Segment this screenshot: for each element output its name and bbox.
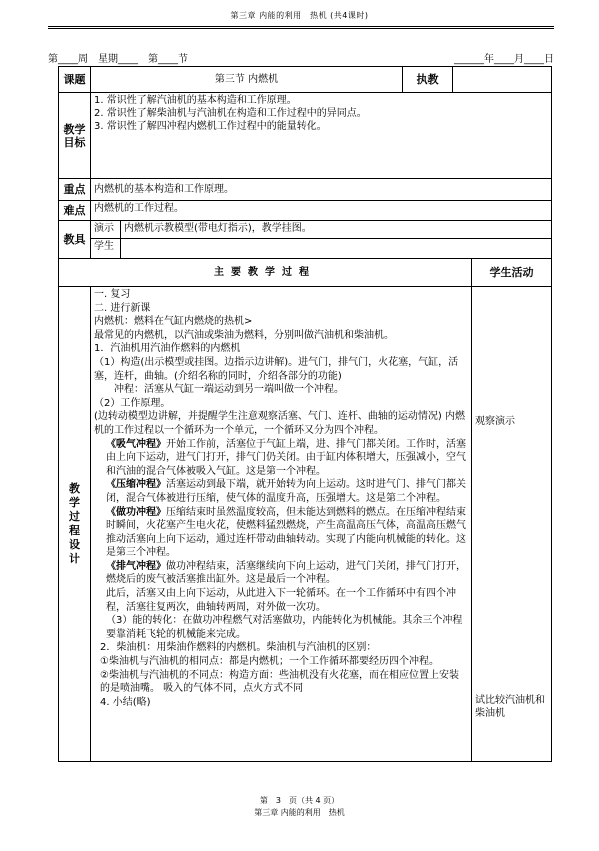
week-period-field: 第____周 星期____ 第____节 [48, 54, 188, 65]
process-line: 最常见的内燃机，以汽油或柴油为燃料，分别叫做汽油机和柴油机。 [94, 329, 394, 341]
process-line: 1．汽油机用汽油作燃料的内燃机 [94, 343, 241, 355]
process-line: 内燃机：燃料在气缸内燃烧的热机> [94, 316, 253, 328]
process-line: 2．柴油机：用柴油作燃料的内燃机。柴油机与汽油机的区别： [100, 642, 377, 654]
page-header-title: 第三章 内能的利用 热机 (共4课时) [230, 11, 369, 20]
process-line: （2）工作原理。 [94, 397, 171, 409]
student-activity-cell [472, 287, 552, 762]
stroke-name: 《做功冲程》 [106, 506, 166, 518]
process-line: 一. 复习 [94, 289, 131, 300]
student-value [121, 239, 552, 259]
topic-value: 第三节 内燃机 [91, 67, 403, 93]
key-label: 重点 [59, 179, 91, 201]
process-line: 冲程：活塞从气缸一端运动到另一端叫做一个冲程。 [114, 384, 344, 396]
header-rule [48, 26, 554, 27]
process-line: 《吸气冲程》开始工作前，活塞位于气缸上端，进、排气门都关闭。工作时，活塞由上向下运动，进气门打开，排气门仍关闭。由于缸内体积增大，压强减小，空气和汽油的混合气体被吸入气缸。这是第一个冲程。 [106, 438, 466, 477]
process-line: 《排气冲程》做功冲程结束，活塞继续向下向上运动，进气门关闭，排气门打开，燃烧后的废气被活塞推出缸外。这是最后一个冲程。 [106, 560, 466, 586]
process-line: 二. 进行新课 [94, 302, 151, 314]
exec-label: 执教 [403, 67, 453, 93]
process-line: （3）能的转化：在做功冲程燃气对活塞做功，内能转化为机械能。其余三个冲程要靠消耗飞轮的机械能来完成。 [106, 615, 463, 640]
goal-item: 2. 常识性了解柴油机与汽油机在构造和工作过程中的异同点。 [94, 108, 367, 119]
difficulty-value: 内燃机的工作过程。 [91, 201, 552, 221]
tools-label: 教具 [59, 221, 91, 259]
lesson-plan-table [58, 66, 552, 762]
process-heading: 主要教学过程 [59, 259, 472, 287]
goal-list [91, 93, 552, 179]
process-line: ②柴油机与汽油机的不同点：构造方面：些油机没有火花塞，而在相应位置上安装的是喷油嘴。 吸入的气体不同，点火方式不同 [100, 669, 459, 695]
activity-note: 试比较汽油机和柴油机 [475, 695, 545, 719]
date-line [48, 50, 554, 65]
exec-value [453, 67, 552, 93]
header-rule-thin [48, 28, 554, 29]
process-line: ①柴油机与汽油机的相同点：都是内燃机；一个工作循环都要经历四个冲程。 [100, 656, 439, 668]
process-line: 4. 小结(略) [100, 696, 151, 708]
process-line: (边转动模型边讲解，并提醒学生注意观察活塞、气门、连杆、曲轴的运动情况) 内燃机的工作过程以一个循环为一个单元，一个循环又分为四个冲程。 [94, 411, 465, 436]
key-value: 内燃机的基本构造和工作原理。 [91, 179, 552, 201]
process-line: 《压缩冲程》活塞运动到最下端，就开始转为向上运动。这时进气门、排气门都关闭，混合气体被进行压缩，使气体的温度升高，压强增大。这是第二个冲程。 [106, 479, 466, 504]
goal-label: 教学目标 [59, 93, 91, 179]
footer-chapter: 第三章 内能的利用 热机 [254, 808, 345, 817]
difficulty-label: 难点 [59, 201, 91, 221]
demo-value: 内燃机示教模型(带电灯指示)，教学挂图。 [121, 221, 552, 239]
stroke-name: 《吸气冲程》 [106, 438, 166, 450]
process-content [91, 287, 472, 762]
date-field: ______年____月____日 [454, 54, 554, 65]
process-line: （1）构造(出示模型或挂图。边指示边讲解)。进气门，排气门，火花塞，气缸，活塞，连杆，曲轴。(介绍名称的同时，介绍各部分的功能) [94, 356, 459, 382]
process-line: 此后，活塞又由上向下运动，从此进入下一轮循环。在一个工作循环中有四个冲程，活塞往复两次，曲轴转两周，对外做一次功。 [106, 588, 456, 613]
demo-label: 演示 [91, 221, 121, 239]
page-number: 第 3 页（共 4 页） [259, 796, 340, 805]
process-line: 《做功冲程》压缩结束时虽然温度较高，但未能达到燃料的燃点。在压缩冲程结束时瞬间，火花塞产生电火花，使燃料猛烈燃烧，产生高温高压气体，高温高压燃气推动活塞向上向下运动，通过连杆带动曲轴转动。实现了内能向机械能的转化。这是第三个冲程。 [106, 506, 466, 559]
goal-item: 1. 常识性了解汽油机的基本构造和工作原理。 [94, 95, 297, 106]
goal-item: 3. 常识性了解四冲程内燃机工作过程中的能量转化。 [94, 121, 327, 132]
process-side-label: 教学过程设计 [59, 287, 91, 762]
topic-label: 课题 [59, 67, 91, 93]
student-label: 学生 [91, 239, 121, 259]
stroke-name: 《排气冲程》 [106, 560, 166, 572]
activity-note: 观察演示 [475, 416, 515, 427]
activity-heading: 学生活动 [472, 259, 552, 287]
stroke-name: 《压缩冲程》 [106, 479, 166, 491]
